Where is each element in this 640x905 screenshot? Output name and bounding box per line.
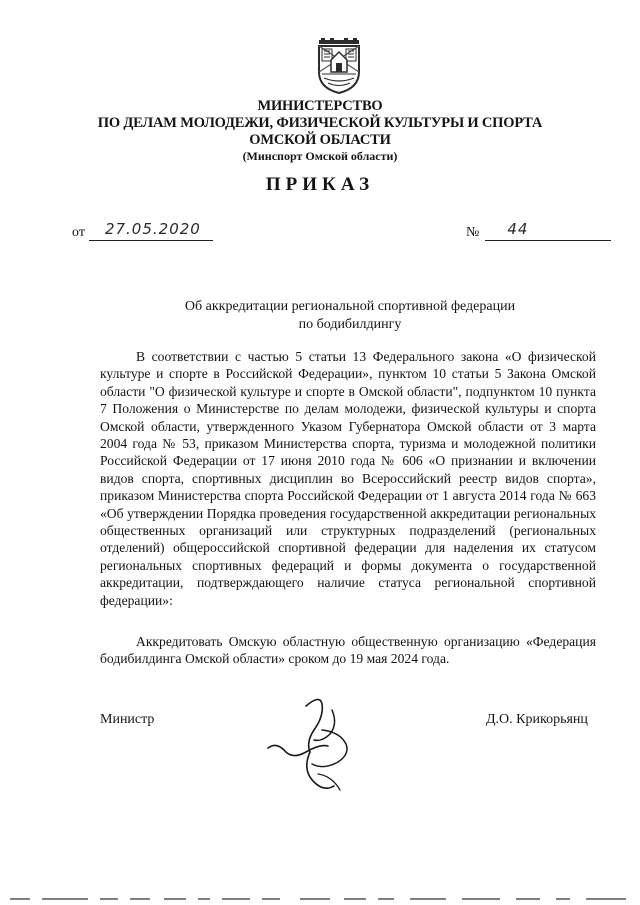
ministry-line-1: МИНИСТЕРСТВО — [257, 98, 383, 114]
order-subject — [150, 298, 550, 334]
date-prefix: от — [72, 225, 85, 240]
number-field — [485, 222, 611, 241]
signatory-name: Д.О. Крикорьянц — [486, 712, 588, 727]
ministry-line-2: ПО ДЕЛАМ МОЛОДЕЖИ, ФИЗИЧЕСКОЙ КУЛЬТУРЫ И СПОРТА — [97, 115, 543, 131]
order-title: ПРИКАЗ — [265, 174, 375, 195]
subject-line-2: по бодибилдингу — [298, 317, 402, 332]
order-date-row — [72, 222, 213, 241]
handwritten-date: 27.05.2020 — [104, 220, 201, 238]
number-prefix: № — [466, 225, 480, 240]
signatory-position: Министр — [100, 712, 155, 727]
coat-of-arms-icon — [316, 38, 362, 94]
ministry-line-3: ОМСКОЙ ОБЛАСТИ — [249, 132, 391, 148]
date-field — [89, 222, 213, 241]
handwritten-signature-icon — [262, 690, 358, 796]
ministry-short-name: (Минспорт Омской области) — [242, 149, 398, 163]
subject-line-1: Об аккредитации региональной спортивной федерации — [184, 299, 516, 314]
handwritten-number: 44 — [507, 220, 529, 238]
body-paragraph-2: Аккредитовать Омскую областную общественную организацию «Федерация бодибилдинга Омской области» сроком до 19 мая 2024 года. — [100, 634, 596, 667]
body-paragraph-1: В соответствии с частью 5 статьи 13 Федерального закона «О физической культуре и спорте в Российской Федерации», пунктом 10 статьи 5 Закона Омской области "О физической культуре и спорте в Омской области", подпунктом 10 пункта 7 Положения о Министерстве по делам молодежи, физической культуры и спорта Омской области, утвержденного Указом Губернатора Омской области от 3 марта 2004 года № 53, приказом Министерства спорта, туризма и молодежной политики Российской Федерации от 17 июня 2010 года № 606 «О признании и включении видов спорта, спортивных дисциплин во Всероссийский реестр видов спорта», приказом Министерства спорта Российской Федерации от 1 августа 2014 года № 663 «Об утверждении Порядка проведения государственной аккредитации региональных общественных организаций или структурных подразделений (региональных отделений) общероссийской спортивной федерации для наделения их статусом региональных спортивных федераций и формы документа о государственной аккредитации, подтверждающего наличие статуса региональной спортивной федерации»: — [100, 349, 596, 608]
scan-edge-dashes — [10, 896, 630, 902]
order-number-row — [466, 222, 611, 241]
